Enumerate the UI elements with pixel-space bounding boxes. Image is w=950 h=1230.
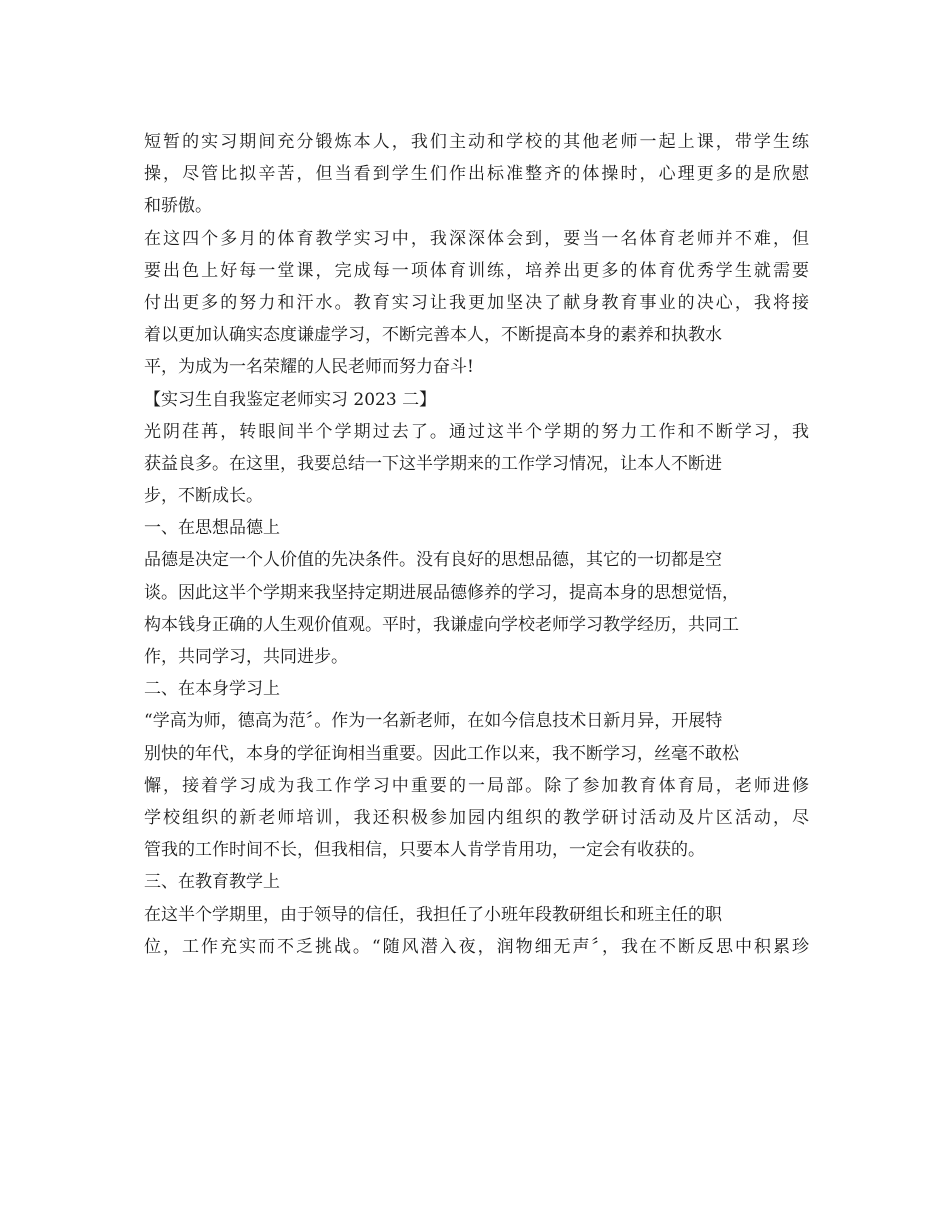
text-line: 位，工作充实而不乏挑战。“随风潜入夜，润物细无声〞，我在不断反思中积累珍 — [144, 936, 809, 957]
document-body — [144, 126, 809, 963]
text-line: 付出更多的努力和汗水。教育实习让我更加坚决了献身教育事业的决心，我将接 — [144, 292, 809, 313]
text-line: 在这四个多月的体育教学实习中，我深深体会到，要当一名体育老师并不难，但 — [144, 228, 809, 249]
text-line: 短暂的实习期间充分锻炼本人，我们主动和学校的其他老师一起上课，带学生练 — [144, 132, 809, 152]
text-line: 操，尽管比拟辛苦，但当看到学生们作出标准整齐的体操时，心理更多的是欣慰 — [144, 164, 809, 185]
text-line: 要出色上好每一堂课，完成每一项体育训练，培养出更多的体育优秀学生就需要 — [144, 260, 809, 281]
subsection-heading: 二、在本身学习上 — [144, 679, 280, 700]
text-line: 管我的工作时间不长，但我相信，只要本人肯学肯用功，一定会有收获的。 — [144, 840, 705, 861]
text-line: 和骄傲。 — [144, 196, 212, 217]
text-line: 品德是决定一个人价值的先决条件。没有良好的思想品德，其它的一切都是空 — [144, 550, 722, 571]
text-line: 在这半个学期里，由于领导的信任，我担任了小班年段教研组长和班主任的职 — [144, 904, 722, 925]
text-line: 构本钱身正确的人生观价值观。平时，我谦虚向学校老师学习教学经历，共同工 — [144, 614, 739, 635]
text-line: 别快的年代，本身的学征询相当重要。因此工作以来，我不断学习，丝毫不敢松 — [144, 743, 739, 764]
text-line: 懈，接着学习成为我工作学习中重要的一局部。除了参加教育体育局，老师进修 — [144, 775, 809, 796]
text-line: 获益良多。在这里，我要总结一下这半学期来的工作学习情况，让本人不断进 — [144, 453, 722, 474]
subsection-heading: 一、在思想品德上 — [144, 518, 280, 539]
subsection-heading: 三、在教育教学上 — [144, 872, 280, 893]
section-heading: 【实习生自我鉴定老师实习 2023 二】 — [144, 389, 437, 410]
text-line: 着以更加认确实态度谦虚学习，不断完善本人，不断提高本身的素养和执教水 — [144, 325, 722, 346]
text-line: 学校组织的新老师培训，我还积极参加园内组织的教学研讨活动及片区活动，尽 — [144, 807, 809, 828]
text-line: 光阴荏苒，转眼间半个学期过去了。通过这半个学期的努力工作和不断学习，我 — [144, 421, 809, 442]
text-line: 步，不断成长。 — [144, 486, 263, 507]
text-line: “学高为师，德高为范〞。作为一名新老师，在如今信息技术日新月异，开展特 — [144, 711, 723, 732]
text-line: 谈。因此这半个学期来我坚持定期进展品德修养的学习，提高本身的思想觉悟， — [144, 582, 739, 603]
text-line: 作，共同学习，共同进步。 — [144, 647, 348, 667]
text-line: 平，为成为一名荣耀的人民老师而努力奋斗! — [144, 357, 474, 378]
